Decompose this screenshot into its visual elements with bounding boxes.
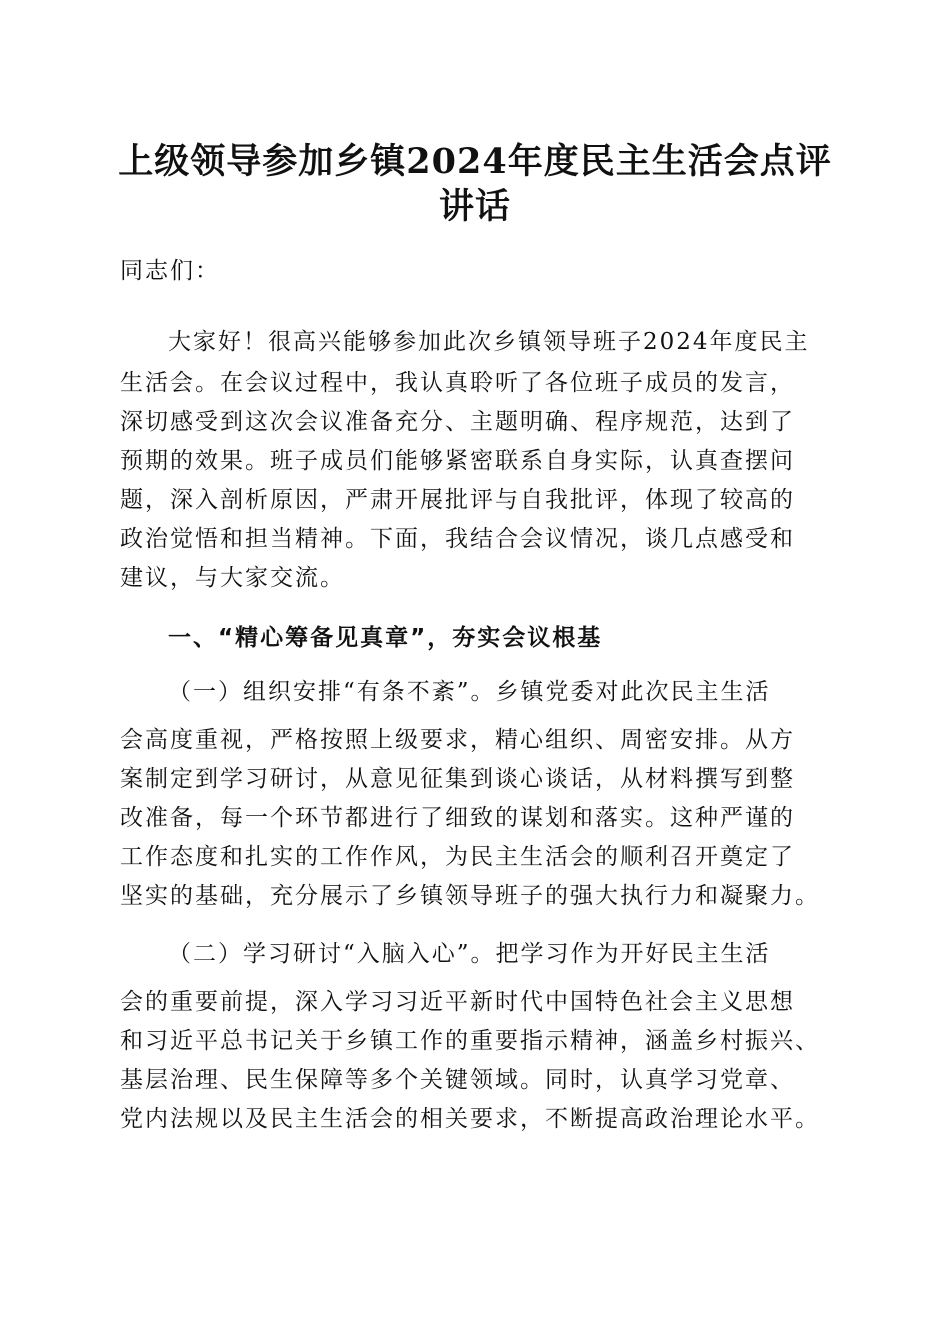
paragraph-line: （一）组织安排“有条不紊”。乡镇党委对此次民主生活 (168, 679, 771, 705)
paragraph-line: 案制定到学习研讨，从意见征集到谈心谈话，从材料撰写到整 (120, 766, 795, 792)
paragraph-line: 基层治理、民生保障等多个关键领域。同时，认真学习党章、 (120, 1067, 795, 1093)
paragraph-line: 预期的效果。班子成员们能够紧密联系自身实际，认真查摆问 (120, 448, 795, 474)
paragraph-line: 政治觉悟和担当精神。下面，我结合会议情况，谈几点感受和 (120, 526, 795, 552)
document-title-line-2: 讲话 (438, 186, 511, 227)
salutation: 同志们： (120, 258, 220, 284)
paragraph-line: 工作态度和扎实的工作作风，为民主生活会的顺利召开奠定了 (120, 844, 795, 870)
paragraph-line: 大家好！很高兴能够参加此次乡镇领导班子2024年度民主 (168, 329, 810, 355)
paragraph-line: 党内法规以及民主生活会的相关要求，不断提高政治理论水平。 (120, 1106, 820, 1132)
paragraph-line: 会高度重视，严格按照上级要求，精心组织、周密安排。从方 (120, 727, 795, 753)
paragraph-line: （二）学习研讨“入脑入心”。把学习作为开好民主生活 (168, 941, 771, 967)
paragraph-line: 坚实的基础，充分展示了乡镇领导班子的强大执行力和凝聚力。 (120, 883, 820, 909)
paragraph-line: 和习近平总书记关于乡镇工作的重要指示精神，涵盖乡村振兴、 (120, 1028, 820, 1054)
paragraph-line: 深切感受到这次会议准备充分、主题明确、程序规范，达到了 (120, 409, 795, 435)
paragraph-line: 改准备，每一个环节都进行了细致的谋划和落实。这种严谨的 (120, 805, 795, 831)
paragraph-line: 生活会。在会议过程中，我认真聆听了各位班子成员的发言， (120, 370, 795, 396)
document-title-line-1: 上级领导参加乡镇2024年度民主生活会点评 (118, 141, 832, 182)
section-heading: 一、“精心筹备见真章”，夯实会议根基 (168, 625, 603, 651)
paragraph-line: 题，深入剖析原因，严肃开展批评与自我批评，体现了较高的 (120, 487, 795, 513)
paragraph-line: 会的重要前提，深入学习习近平新时代中国特色社会主义思想 (120, 989, 795, 1015)
paragraph-line: 建议，与大家交流。 (120, 565, 345, 591)
